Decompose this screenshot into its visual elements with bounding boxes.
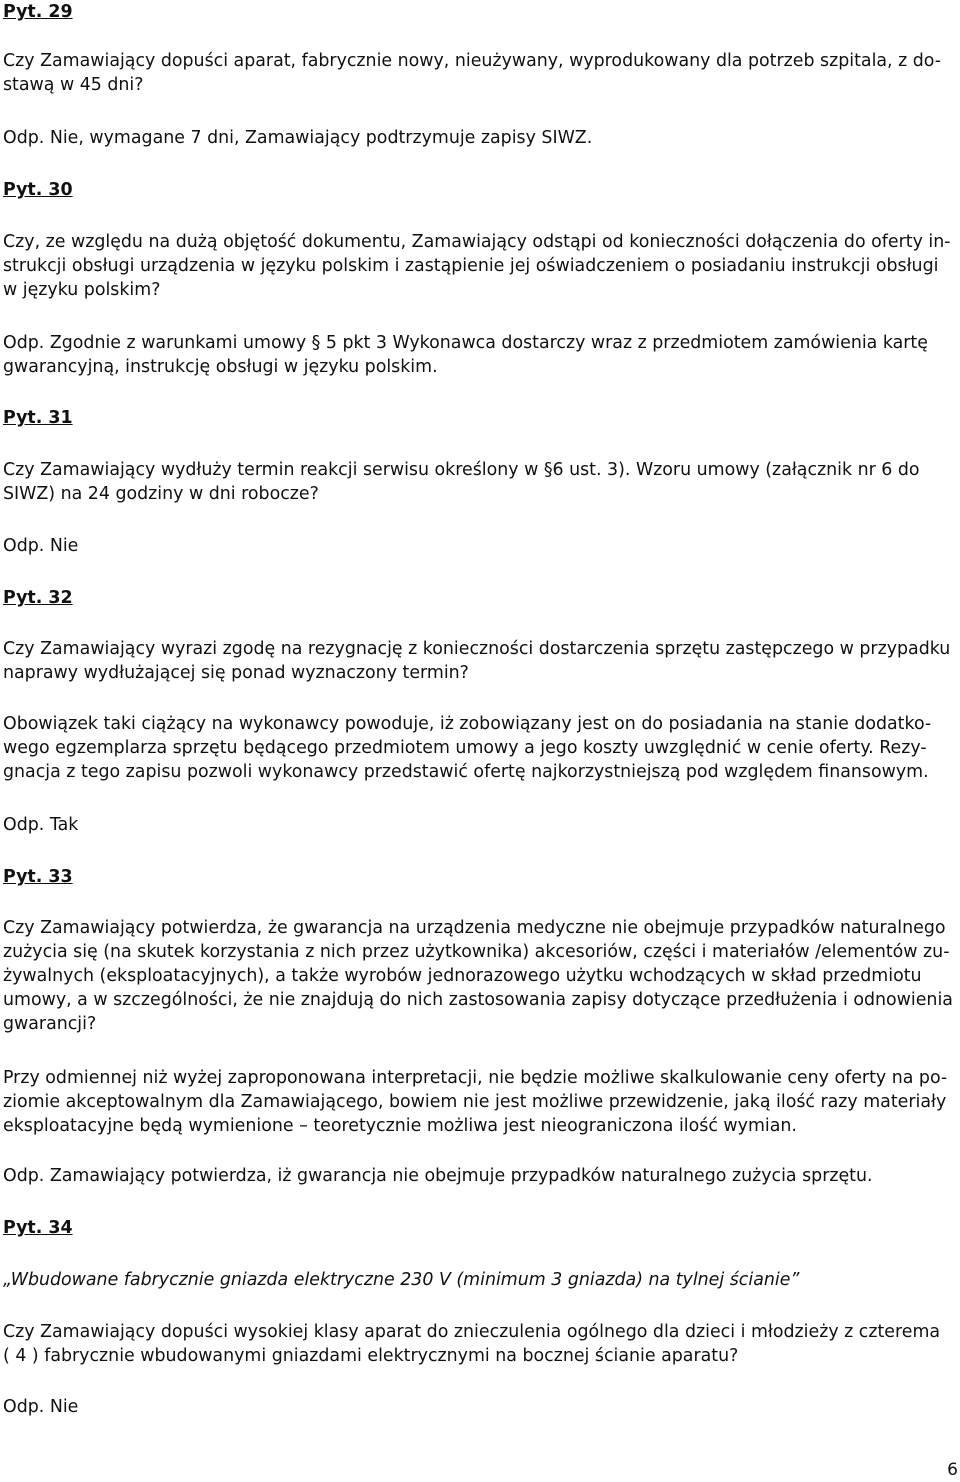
text-line: SIWZ) na 24 godziny w dni robocze?	[3, 484, 319, 504]
text-line: stawą w 45 dni?	[3, 75, 144, 95]
text-line: ziomie akceptowalnym dla Zamawiającego, bowiem nie jest możliwe przewidzenie, jaką ilość razy materiały	[3, 1092, 947, 1112]
question-30	[3, 178, 73, 202]
answer-text	[3, 813, 78, 837]
question-32	[3, 586, 73, 610]
answer-text	[3, 1395, 78, 1419]
page-number: 6	[947, 1460, 958, 1480]
question-heading: Pyt. 31	[3, 408, 73, 428]
question-31	[3, 406, 73, 430]
question-text	[3, 916, 953, 1036]
text-line: Odp. Nie, wymagane 7 dni, Zamawiający podtrzymuje zapisy SIWZ.	[3, 128, 593, 148]
text-line: żywalnych (eksploatacyjnych), a także wyrobów jednorazowego użytku wchodzących w skład przedmiotu	[3, 966, 922, 986]
answer-text	[3, 331, 928, 379]
text-line: Odp. Nie	[3, 536, 79, 556]
justification-text	[3, 1066, 947, 1138]
question-29	[3, 0, 73, 24]
text-line: gwarancyjną, instrukcję obsługi w języku polskim.	[3, 357, 438, 377]
text-line: Odp. Zgodnie z warunkami umowy § 5 pkt 3 Wykonawca dostarczy wraz z przedmiotem zamówienia kartę	[3, 333, 928, 353]
quoted-requirement	[3, 1268, 799, 1292]
text-line: Odp. Tak	[3, 815, 79, 835]
question-text	[3, 637, 950, 685]
text-line: zużycia się (na skutek korzystania z nich przez użytkownika) akcesoriów, części i materiałów /elementów zu-	[3, 942, 950, 962]
text-line: naprawy wydłużającej się ponad wyznaczony termin?	[3, 663, 469, 683]
question-text	[3, 458, 920, 506]
question-heading: Pyt. 34	[3, 1218, 73, 1238]
text-line: gnacja z tego zapisu pozwoli wykonawcy przedstawić ofertę najkorzystniejszą pod względem finansowym.	[3, 762, 929, 782]
question-heading: Pyt. 32	[3, 588, 73, 608]
text-line: umowy, a w szczególności, że nie znajdują do nich zastosowania zapisy dotyczące przedłużenia i odnowienia	[3, 990, 953, 1010]
answer-text	[3, 1164, 873, 1188]
text-line: w języku polskim?	[3, 280, 161, 300]
text-line: Czy Zamawiający dopuści wysokiej klasy aparat do znieczulenia ogólnego dla dzieci i młodzieży z czterema	[3, 1322, 941, 1342]
text-line: Przy odmiennej niż wyżej zaproponowana interpretacji, nie będzie możliwe skalkulowanie ceny oferty na po-	[3, 1068, 948, 1088]
text-line: strukcji obsługi urządzenia w języku polskim i zastąpienie jej oświadczeniem o posiadaniu instrukcji obsługi	[3, 256, 939, 276]
question-text	[3, 230, 951, 302]
text-line: wego egzemplarza sprzętu będącego przedmiotem umowy a jego koszty uwzględnić w cenie oferty. Rezy-	[3, 738, 927, 758]
question-33	[3, 865, 73, 889]
question-34	[3, 1216, 73, 1240]
question-text	[3, 49, 941, 97]
text-line: Czy Zamawiający dopuści aparat, fabrycznie nowy, nieużywany, wyprodukowany dla potrzeb szpitala, z do-	[3, 51, 942, 71]
answer-text	[3, 534, 78, 558]
text-line: Czy Zamawiający wydłuży termin reakcji serwisu określony w §6 ust. 3). Wzoru umowy (załącznik nr 6 do	[3, 460, 920, 480]
text-line: eksploatacyjne będą wymienione – teoretycznie możliwa jest nieograniczona ilość wymian.	[3, 1116, 797, 1136]
question-text	[3, 1320, 940, 1368]
question-heading: Pyt. 33	[3, 867, 73, 887]
text-line: Czy, ze względu na dużą objętość dokumentu, Zamawiający odstąpi od konieczności dołączenia do oferty in-	[3, 232, 951, 252]
text-line: gwarancji?	[3, 1014, 97, 1034]
text-line: Odp. Zamawiający potwierdza, iż gwarancja nie obejmuje przypadków naturalnego zużycia sprzętu.	[3, 1166, 873, 1186]
text-line: Czy Zamawiający potwierdza, że gwarancja na urządzenia medyczne nie obejmuje przypadków naturalnego	[3, 918, 946, 938]
text-line: ( 4 ) fabrycznie wbudowanymi gniazdami elektrycznymi na bocznej ścianie aparatu?	[3, 1346, 739, 1366]
question-heading: Pyt. 29	[3, 2, 73, 22]
quote-line: „Wbudowane fabrycznie gniazda elektryczne 230 V (minimum 3 gniazda) na tylnej ścianie”	[3, 1270, 800, 1290]
justification-text	[3, 712, 931, 784]
text-line: Odp. Nie	[3, 1397, 79, 1417]
answer-text	[3, 126, 592, 150]
question-heading: Pyt. 30	[3, 180, 73, 200]
text-line: Obowiązek taki ciążący na wykonawcy powoduje, iż zobowiązany jest on do posiadania na stanie dodatko-	[3, 714, 932, 734]
text-line: Czy Zamawiający wyrazi zgodę na rezygnację z konieczności dostarczenia sprzętu zastępczego w przypadku	[3, 639, 951, 659]
